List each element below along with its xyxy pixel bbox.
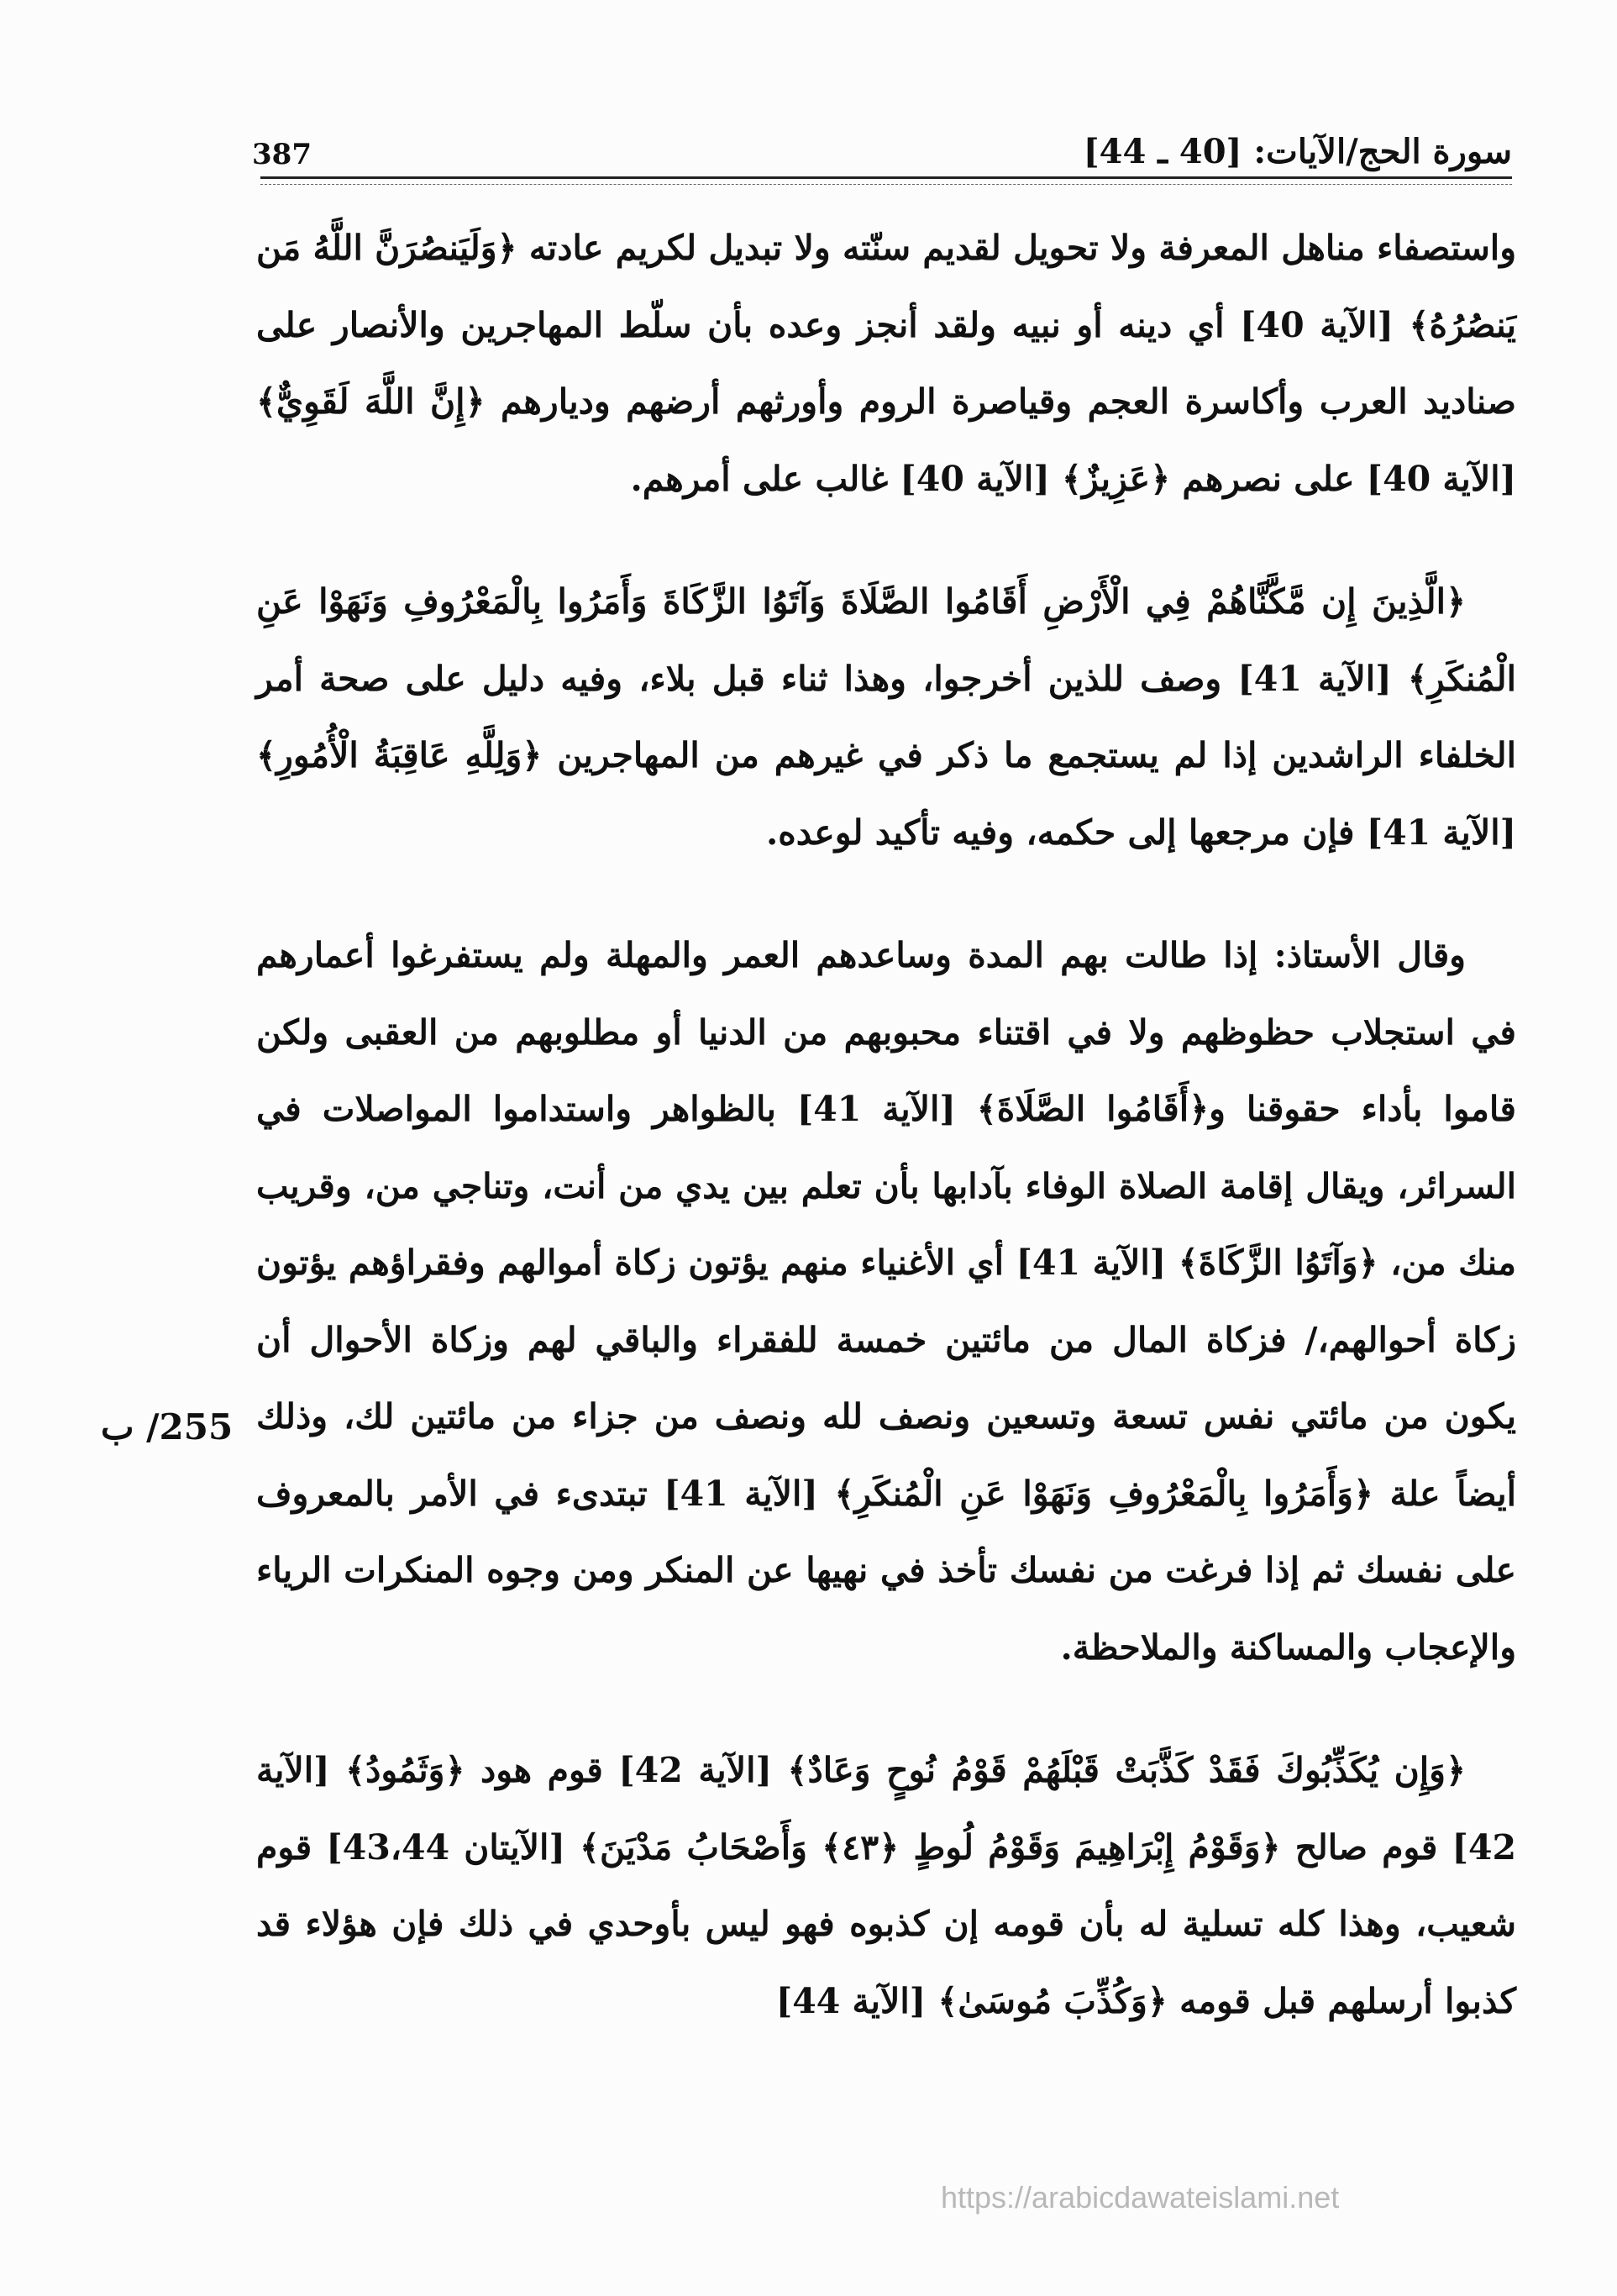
paragraph-gap <box>256 1686 1516 1732</box>
header-rule <box>260 176 1512 179</box>
paragraph-gap <box>256 518 1516 564</box>
paragraph-gap <box>256 871 1516 917</box>
paragraph-4: ﴿وَإِن يُكَذِّبُوكَ فَقَدْ كَذَّبَتْ قَبْلَهُمْ قَوْمُ نُوحٍ وَعَادٌ﴾ [الآية 42] قوم هود ﴿وَثَمُودُ﴾ [الآية 42] قوم صالح ﴿وَقَوْمُ إِبْرَاهِيمَ وَقَوْمُ لُوطٍ ﴿٤٣﴾ وَأَصْحَابُ مَدْيَنَ﴾ [الآيتان 43،44] قوم شعيب، وهذا كله تسلية له بأن قومه إن كذبوه فهو ليس بأوحدي في ذلك فإن هؤلاء قد كذبوا أرسلهم قبل قومه ﴿وَكُذِّبَ مُوسَىٰ﴾ [الآية 44] <box>256 1750 1516 2021</box>
page-number: 387 <box>252 138 312 171</box>
folio-margin-note: 255/ ب <box>101 1406 234 1447</box>
paragraph-3: وقال الأستاذ: إذا طالت بهم المدة وساعدهم العمر والمهلة ولم يستفرغوا أعمارهم في استجلاب حظوظهم ولا في اقتناء محبوبهم من الدنيا أو مطلوبهم من العقبى ولكن قاموا بأداء حقوقنا و﴿أَقَامُوا الصَّلَاةَ﴾ [الآية 41] بالظواهر واستداموا المواصلات في السرائر، ويقال إقامة الصلاة الوفاء بآدابها بأن تعلم بين يدي من أنت، وتناجي من، وقريب منك من، ﴿وَآتَوُا الزَّكَاةَ﴾ [الآية 41] أي الأغنياء منهم يؤتون زكاة أموالهم وفقراؤهم يؤتون زكاة أحوالهم،/ فزكاة المال من مائتين خمسة للفقراء والباقي لهم وزكاة الأحوال أن يكون من مائتي نفس تسعة وتسعين ونصف لله ونصف من جزاء من مائتين لك، وذلك أيضاً علة ﴿وَأَمَرُوا بِالْمَعْرُوفِ وَنَهَوْا عَنِ الْمُنكَرِ﴾ [الآية 41] تبتدىء في الأمر بالمعروف على نفسك ثم إذا فرغت من نفسك تأخذ في نهيها عن المنكر ومن وجوه المنكرات الرياء والإعجاب والمساكنة والملاحظة. <box>256 935 1516 1668</box>
page-body <box>256 210 1516 2040</box>
watermark-url: https://arabicdawateislami.net <box>941 2180 1340 2215</box>
page-header <box>252 124 1512 171</box>
header-rule-dashed <box>260 184 1512 185</box>
paragraph-2: ﴿الَّذِينَ إِن مَّكَّنَّاهُمْ فِي الْأَرْضِ أَقَامُوا الصَّلَاةَ وَآتَوُا الزَّكَاةَ وَأَمَرُوا بِالْمَعْرُوفِ وَنَهَوْا عَنِ الْمُنكَرِ﴾ [الآية 41] وصف للذين أخرجوا، وهذا ثناء قبل بلاء، وفيه دليل على صحة أمر الخلفاء الراشدين إذا لم يستجمع ما ذكر في غيرهم من المهاجرين ﴿وَلِلَّهِ عَاقِبَةُ الْأُمُورِ﴾ [الآية 41] فإن مرجعها إلى حكمه، وفيه تأكيد لوعده. <box>256 581 1516 853</box>
running-title: سورة الحج/الآيات: [40 ـ 44] <box>1083 132 1512 171</box>
paragraph-1: واستصفاء مناهل المعرفة ولا تحويل لقديم سنّته ولا تبديل لكريم عادته ﴿وَلَيَنصُرَنَّ اللَّهُ مَن يَنصُرُهُ﴾ [الآية 40] أي دينه أو نبيه ولقد أنجز وعده بأن سلّط المهاجرين والأنصار على صناديد العرب وأكاسرة العجم وقياصرة الروم وأورثهم أرضهم وديارهم ﴿إِنَّ اللَّهَ لَقَوِيٌّ﴾ [الآية 40] على نصرهم ﴿عَزِيزٌ﴾ [الآية 40] غالب على أمرهم. <box>256 228 1516 499</box>
